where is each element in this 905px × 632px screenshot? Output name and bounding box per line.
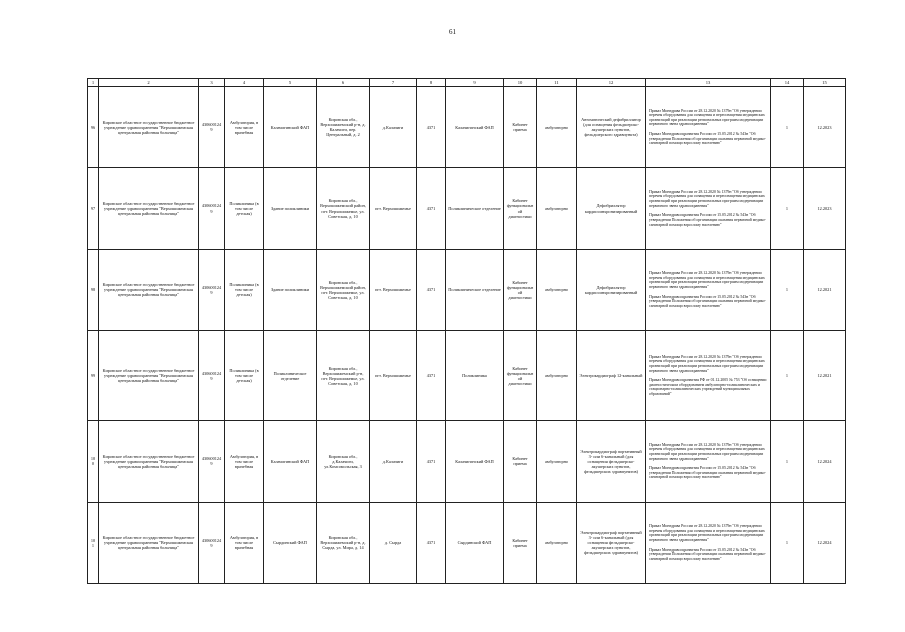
cell-building: Поликлиническое отделение	[264, 331, 317, 421]
cell-care-form: амбулаторно	[537, 249, 577, 330]
column-header: 12	[577, 79, 646, 87]
cell-care-form: амбулаторно	[537, 87, 577, 168]
cell-equipment: Электрокардиограф 12-канальный	[577, 331, 646, 421]
legal-basis-order-1: Приказ Минздрава России от 28.12.2020 № 1379н "Об утверждении перечня оборудования для оснащения и переоснащения медицинских организаций при реализации региональных программ модернизации первичного звена здравоохранения"	[649, 271, 765, 290]
cell-legal-basis	[646, 249, 771, 330]
cell-legal-basis	[646, 168, 771, 249]
column-header: 4	[225, 79, 264, 87]
cell-care-form: амбулаторно	[537, 168, 577, 249]
legal-basis-order-2: Приказ Минздравсоцразвития России от 15.05.2012 № 543н "Об утверждении Положения об организации оказания первичной медико-санитарной помощи взрослому населению"	[649, 213, 766, 227]
cell-quantity: 1	[771, 331, 804, 421]
cell-date: 12.2024	[804, 502, 846, 583]
cell-inn: 4306001249	[199, 168, 225, 249]
cell-row-number: 98	[88, 249, 99, 330]
table-row	[88, 331, 846, 421]
cell-unit-type: Амбулатория, в том числе врачебная	[225, 502, 264, 583]
cell-locality: д.Калачиги	[370, 421, 417, 502]
column-header: 14	[771, 79, 804, 87]
cell-code: 4371	[417, 421, 446, 502]
cell-quantity: 1	[771, 168, 804, 249]
column-header: 8	[417, 79, 446, 87]
cell-address: Кировская обл., Верхошижемский р-н, д. Калачиги, пер. Центральный, д. 2	[317, 87, 370, 168]
cell-unit-type: Поликлиника (в том числе детская)	[225, 168, 264, 249]
cell-institution: Кировское областное государственное бюджетное учреждение здравоохранения "Верхошижемская центральная районная больница"	[99, 168, 199, 249]
column-header: 2	[99, 79, 199, 87]
cell-unit-type: Амбулатория, в том числе врачебная	[225, 421, 264, 502]
cell-quantity: 1	[771, 87, 804, 168]
cell-date: 12.2024	[804, 421, 846, 502]
legal-basis-order-2: Приказ Минздравсоцразвития РФ от 01.12.2005 № 753 "Об оснащении диагностическим оборудованием амбулаторно-поликлинических и стационарно-поликлинических учреждений муниципальных образований"	[649, 378, 767, 396]
column-header: 9	[446, 79, 504, 87]
table-header	[88, 79, 846, 87]
table-row	[88, 87, 846, 168]
cell-room: Кабинет функциональной диагностики	[504, 168, 537, 249]
cell-legal-basis	[646, 502, 771, 583]
cell-institution: Кировское областное государственное бюджетное учреждение здравоохранения "Верхошижемская центральная районная больница"	[99, 87, 199, 168]
cell-inn: 4306001249	[199, 502, 225, 583]
cell-department: Поликлиническое отделение	[446, 249, 504, 330]
table-row	[88, 249, 846, 330]
cell-quantity: 1	[771, 249, 804, 330]
cell-building: Калачигинский ФАП	[264, 87, 317, 168]
cell-building: Сырдинский ФАП	[264, 502, 317, 583]
cell-equipment: Электрокардиограф портативный 3- или 6-канальный (для оснащения фельдшерско-акушерских пунктов, фельдшерских здравпунктов)	[577, 502, 646, 583]
cell-room: Кабинет приема	[504, 502, 537, 583]
cell-date: 12.2021	[804, 249, 846, 330]
legal-basis-order-2: Приказ Минздравсоцразвития России от 15.05.2012 № 543н "Об утверждении Положения об организации оказания первичной медико-санитарной помощи взрослому населению"	[649, 466, 766, 480]
cell-code: 4371	[417, 502, 446, 583]
cell-equipment: Автоматический дефибриллятор (для оснащения фельдшерско-акушерских пунктов, фельдшерского здравпункта)	[577, 87, 646, 168]
cell-equipment: Электрокардиограф портативный 3- или 6-канальный (для оснащения фельдшерско-акушерских пунктов, фельдшерских здравпунктов)	[577, 421, 646, 502]
cell-institution: Кировское областное государственное бюджетное учреждение здравоохранения "Верхошижемская центральная районная больница"	[99, 249, 199, 330]
cell-inn: 4306001249	[199, 331, 225, 421]
cell-department: Поликлиническое отделение	[446, 168, 504, 249]
legal-basis-order-2: Приказ Минздравсоцразвития России от 15.05.2012 № 543н "Об утверждении Положения об организации оказания первичной медико-санитарной помощи взрослому населению"	[649, 131, 766, 146]
column-header: 7	[370, 79, 417, 87]
page-number: 61	[449, 28, 456, 36]
cell-inn: 4306001249	[199, 87, 225, 168]
table-row	[88, 421, 846, 502]
cell-department: Поликлиника	[446, 331, 504, 421]
cell-legal-basis	[646, 331, 771, 421]
cell-code: 4371	[417, 87, 446, 168]
cell-unit-type: Амбулатория, в том числе врачебная	[225, 87, 264, 168]
column-header: 1	[88, 79, 99, 87]
cell-quantity: 1	[771, 421, 804, 502]
cell-inn: 4306001249	[199, 249, 225, 330]
cell-room: Кабинет приема	[504, 87, 537, 168]
cell-building: Здание поликлиники	[264, 168, 317, 249]
cell-code: 4371	[417, 168, 446, 249]
legal-basis-order-2: Приказ Минздравсоцразвития России от 15.05.2012 № 543н "Об утверждении Положения об организации оказания первичной медико-санитарной помощи взрослому населению"	[649, 294, 766, 308]
cell-address: Кировская обл., Верхошижемский р-н, пгт. Верхошижемье, ул. Советская, д. 10	[317, 331, 370, 421]
cell-code: 4371	[417, 249, 446, 330]
equipment-register-table	[87, 78, 846, 584]
cell-locality: д.Калачиги	[370, 87, 417, 168]
column-header: 6	[317, 79, 370, 87]
cell-address: Кировская обл., Верхошижемский р-н, д. Сырда, ул. Мира, д. 14	[317, 502, 370, 583]
legal-basis-order-2: Приказ Минздравсоцразвития России от 15.05.2012 № 543н "Об утверждении Положения об организации оказания первичной медико-санитарной помощи взрослому населению"	[649, 547, 766, 561]
cell-institution: Кировское областное государственное бюджетное учреждение здравоохранения "Верхошижемская центральная районная больница"	[99, 331, 199, 421]
cell-row-number: 101	[88, 502, 99, 583]
cell-row-number: 99	[88, 331, 99, 421]
table-row	[88, 502, 846, 583]
cell-locality: пгт. Верхошижемье	[370, 249, 417, 330]
legal-basis-order-1: Приказ Минздрава России от 28.12.2020 № 1379н "Об утверждении перечня оборудования для оснащения и переоснащения медицинских организаций при реализации региональных программ модернизации первичного звена здравоохранения"	[649, 524, 765, 542]
column-header: 15	[804, 79, 846, 87]
column-header: 3	[199, 79, 225, 87]
cell-equipment: Дефибриллятор кардиосинхронизированный	[577, 168, 646, 249]
cell-date: 12.2023	[804, 168, 846, 249]
cell-quantity: 1	[771, 502, 804, 583]
column-header: 5	[264, 79, 317, 87]
cell-building: Здание поликлиники	[264, 249, 317, 330]
cell-legal-basis	[646, 421, 771, 502]
cell-legal-basis	[646, 87, 771, 168]
cell-locality: пгт. Верхошижемье	[370, 331, 417, 421]
cell-date: 12.2023	[804, 87, 846, 168]
cell-room: Кабинет функциональной диагностики	[504, 249, 537, 330]
column-header: 13	[646, 79, 771, 87]
cell-department: Сырдинский ФАП	[446, 502, 504, 583]
cell-institution: Кировское областное государственное бюджетное учреждение здравоохранения "Верхошижемская центральная районная больница"	[99, 421, 199, 502]
cell-address: Кировская обл., д.Калачиги, ул.Комсомольская, 3	[317, 421, 370, 502]
column-header: 10	[504, 79, 537, 87]
cell-room: Кабинет функциональной диагностики	[504, 331, 537, 421]
cell-locality: пгт. Верхошижемье	[370, 168, 417, 249]
cell-row-number: 100	[88, 421, 99, 502]
cell-department: Калачигинский ФАП	[446, 421, 504, 502]
cell-row-number: 96	[88, 87, 99, 168]
table-row	[88, 168, 846, 249]
cell-care-form: амбулаторно	[537, 421, 577, 502]
cell-address: Кировская обл., Верхошижемский район, пгт. Верхошижемье, ул. Советская, д. 10	[317, 168, 370, 249]
cell-locality: д. Сырда	[370, 502, 417, 583]
legal-basis-order-1: Приказ Минздрава России от 28.12.2020 № 1379н "Об утверждении перечня оборудования для оснащения и переоснащения медицинских организаций при реализации региональных программ модернизации первичного звена здравоохранения"	[649, 354, 765, 373]
cell-inn: 4306001249	[199, 421, 225, 502]
cell-building: Калачигинский ФАП	[264, 421, 317, 502]
column-header: 11	[537, 79, 577, 87]
cell-room: Кабинет приема	[504, 421, 537, 502]
legal-basis-order-1: Приказ Минздрава России от 28.12.2020 № 1379н "Об утверждении перечня оборудования для оснащения и переоснащения медицинских организаций при реализации региональных программ модернизации первичного звена здравоохранения"	[649, 108, 765, 127]
cell-address: Кировская обл., Верхошижемский район, пгт. Верхошижемье, ул. Советская, д. 10	[317, 249, 370, 330]
cell-unit-type: Поликлиника (в том числе детская)	[225, 249, 264, 330]
cell-equipment: Дефибриллятор кардиосинхронизированный	[577, 249, 646, 330]
cell-unit-type: Поликлиника (в том числе детская)	[225, 331, 264, 421]
column-numbers-row	[88, 79, 846, 87]
legal-basis-order-1: Приказ Минздрава России от 28.12.2020 № 1379н "Об утверждении перечня оборудования для оснащения и переоснащения медицинских организаций при реализации региональных программ модернизации первичного звена здравоохранения"	[649, 189, 765, 208]
cell-row-number: 97	[88, 168, 99, 249]
cell-code: 4371	[417, 331, 446, 421]
cell-institution: Кировское областное государственное бюджетное учреждение здравоохранения "Верхошижемская центральная районная больница"	[99, 502, 199, 583]
cell-care-form: амбулаторно	[537, 331, 577, 421]
legal-basis-order-1: Приказ Минздрава России от 28.12.2020 № 1379н "Об утверждении перечня оборудования для оснащения и переоснащения медицинских организаций при реализации региональных программ модернизации первичного звена здравоохранения"	[649, 442, 765, 461]
cell-date: 12.2021	[804, 331, 846, 421]
cell-care-form: амбулаторно	[537, 502, 577, 583]
table-body	[88, 87, 846, 584]
cell-department: Калачигинский ФАП	[446, 87, 504, 168]
